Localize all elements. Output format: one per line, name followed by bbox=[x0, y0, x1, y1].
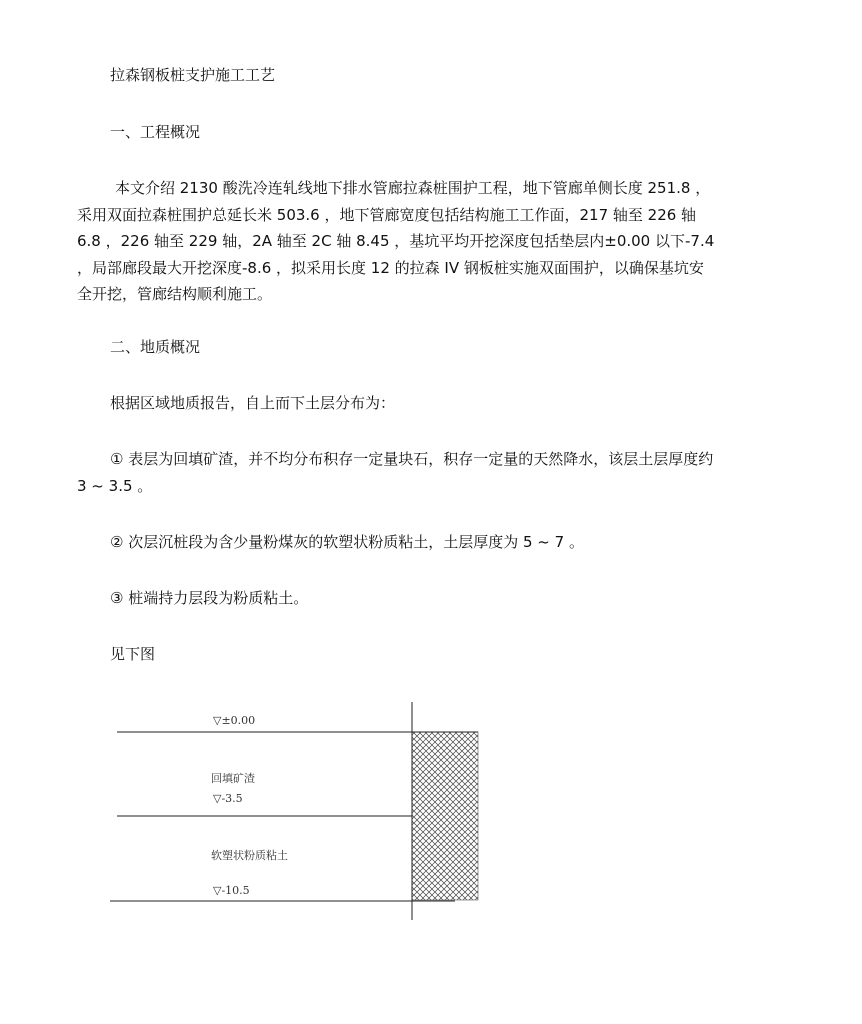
layer2-label: 软塑状粉质粘土 bbox=[211, 849, 288, 862]
overview-line: 全开挖，管廊结构顺利施工。 bbox=[77, 285, 273, 303]
overview-line: 采用双面拉森桩围护总延长米 503.6 ，地下管廊宽度包括结构施工工作面，217 轴至 226 轴 bbox=[77, 205, 697, 224]
level-mid-label: ▽-3.5 bbox=[213, 792, 243, 805]
document-title: 拉森钢板桩支护施工工艺 bbox=[110, 66, 276, 84]
soil-profile-diagram bbox=[105, 700, 485, 925]
geology-item-3: ③ 桩端持力层段为粉质粘土。 bbox=[110, 589, 309, 607]
sheet-pile-hatch bbox=[412, 732, 478, 900]
see-figure-caption: 见下图 bbox=[110, 645, 156, 663]
overview-paragraph bbox=[77, 175, 777, 308]
overview-line: 本文介绍 2130 酸洗冷连轧线地下排水管廊拉森桩围护工程，地下管廊单侧长度 251.8 ， bbox=[115, 179, 711, 197]
section-heading-overview: 一、工程概况 bbox=[110, 123, 201, 141]
geology-item-2: ② 次层沉桩段为含少量粉煤灰的软塑状粉质粘土，土层厚度为 5 ~ 7 。 bbox=[110, 533, 584, 551]
geology-intro: 根据区域地质报告，自上而下土层分布为： bbox=[110, 394, 396, 412]
overview-line: ，局部廊段最大开挖深度-8.6 ，拟采用长度 12 的拉森 IV 钢板桩实施双面围护，以确保基坑安 bbox=[77, 258, 704, 277]
geology-item-line: 3 ~ 3.5 。 bbox=[77, 476, 153, 495]
level-top-label: ▽±0.00 bbox=[213, 714, 256, 727]
level-bottom-label: ▽-10.5 bbox=[213, 884, 250, 897]
soil-profile-figure bbox=[105, 700, 485, 925]
section-heading-geology: 二、地质概况 bbox=[110, 338, 201, 356]
geology-item-1 bbox=[77, 446, 777, 499]
geology-item-line: ① 表层为回填矿渣，并不均分布积存一定量块石，积存一定量的天然降水，该层土层厚度约 bbox=[110, 450, 714, 468]
layer1-label: 回填矿渣 bbox=[211, 772, 255, 785]
overview-line: 6.8 ，226 轴至 229 轴，2A 轴至 2C 轴 8.45 ，基坑平均开挖深度包括垫层内±0.00 以下-7.4 bbox=[77, 232, 715, 250]
